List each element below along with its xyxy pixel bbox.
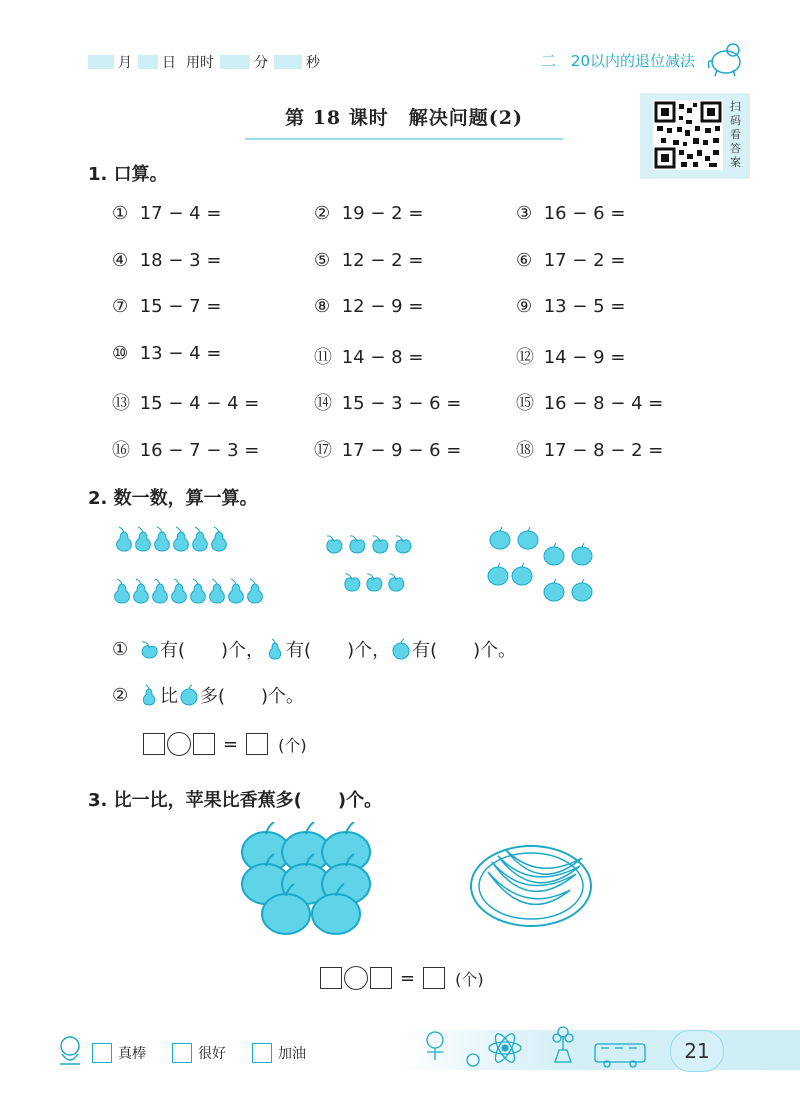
q1-item-number: ⑦ [112, 296, 129, 317]
pear-icon [115, 579, 130, 603]
month-label: 月 [118, 55, 132, 71]
unit-label: (个) [278, 735, 307, 755]
q1-item [516, 436, 663, 462]
q1-item [516, 250, 625, 271]
q1-item [112, 296, 221, 317]
pear-icon [229, 579, 244, 603]
apple-icon [490, 527, 510, 549]
q2-apple-count-text: 有( )个。 [412, 640, 517, 661]
q2-compare-word: 比 [160, 686, 178, 707]
apple-icon [544, 579, 564, 601]
time-used-label: 用时 [186, 55, 214, 71]
q1-item-number: ③ [516, 203, 533, 224]
q1-item [112, 250, 221, 271]
apple-icon [390, 638, 412, 660]
pear-icon [174, 527, 189, 551]
pear-icon [172, 579, 187, 603]
answer-box[interactable] [370, 967, 392, 989]
equals-sign: = [400, 967, 416, 989]
apple-icon [488, 563, 508, 585]
page-number: 21 [670, 1030, 724, 1072]
q1-item-number: ⑯ [112, 439, 130, 461]
answer-box[interactable] [246, 733, 268, 755]
q1-item [314, 203, 423, 224]
equals-sign: = [223, 733, 239, 755]
q1-item-number: ⑩ [112, 342, 129, 364]
q1-item-number: ⑥ [516, 249, 533, 271]
q1-item-expression: 18 − 3 = [134, 249, 222, 271]
pear-icon [155, 527, 170, 551]
q1-item-expression: 13 − 4 = [134, 342, 222, 364]
banana-plate-icon [471, 846, 591, 926]
seconds-label: 秒 [306, 55, 320, 71]
q1-item-expression: 14 − 8 = [336, 346, 424, 368]
q1-item [516, 389, 663, 415]
seconds-fill [274, 55, 302, 69]
q1-item [112, 203, 221, 224]
q1-item [314, 436, 461, 462]
unit-title: 二 20以内的退位减法 [540, 52, 695, 70]
day-label: 日 [162, 55, 176, 71]
q1-item-number: ② [314, 203, 331, 224]
q3-heading: 3. 比一比，苹果比香蕉多( )个。 [88, 790, 383, 811]
q1-item-expression: 16 − 8 − 4 = [538, 393, 664, 414]
minutes-label: 分 [254, 55, 268, 71]
q2-fruit-picture [108, 525, 608, 615]
rating-checkbox[interactable] [92, 1043, 112, 1063]
operator-circle[interactable] [167, 732, 191, 756]
q1-item-number: ④ [112, 249, 129, 271]
peach-icon [396, 536, 411, 553]
q1-item [314, 250, 423, 271]
date-time-header [88, 52, 326, 72]
q1-item [516, 296, 625, 317]
q1-item [516, 203, 625, 224]
answer-box[interactable] [320, 967, 342, 989]
q1-item [112, 343, 221, 364]
qr-code-icon[interactable] [653, 100, 723, 170]
pear-icon [138, 684, 160, 706]
q1-item-expression: 12 − 9 = [336, 296, 424, 317]
pear-icon [136, 527, 151, 551]
q1-item-expression: 14 − 9 = [538, 346, 626, 368]
q1-item-expression: 19 − 2 = [336, 203, 424, 224]
pear-icon [191, 579, 206, 603]
q1-item-expression: 17 − 4 = [134, 203, 222, 224]
q1-item-expression: 17 − 2 = [538, 249, 626, 271]
peach-icon [138, 638, 160, 660]
q1-item-number: ⑬ [112, 393, 130, 414]
title-underline [245, 138, 563, 140]
q1-item-number: ⑰ [314, 439, 332, 461]
q1-item-expression: 15 − 7 = [134, 296, 222, 317]
answer-box[interactable] [143, 733, 165, 755]
q1-item-number: ⑫ [516, 346, 534, 368]
rating-good[interactable] [172, 1043, 226, 1063]
day-fill [138, 55, 158, 69]
pear-icon [193, 527, 208, 551]
footer-decorations [415, 1022, 665, 1070]
q1-item [314, 296, 423, 317]
q2-line1-num: ① [112, 638, 129, 660]
peach-icon [327, 536, 342, 553]
rating-great-label: 真棒 [118, 1046, 146, 1062]
q3-equation [320, 966, 484, 990]
q2-heading: 2. 数一数，算一算。 [88, 488, 258, 509]
q1-item-expression: 12 − 2 = [336, 249, 424, 271]
apple-icon [178, 684, 200, 706]
apples-and-bananas-picture [236, 822, 596, 944]
operator-circle[interactable] [344, 966, 368, 990]
minutes-fill [220, 55, 250, 69]
q2-equation [143, 732, 307, 756]
answer-box[interactable] [193, 733, 215, 755]
peach-icon [373, 536, 388, 553]
apple-icon [572, 543, 592, 565]
rating-great[interactable] [92, 1043, 146, 1063]
answer-box[interactable] [423, 967, 445, 989]
q1-item-expression: 17 − 8 − 2 = [538, 439, 664, 461]
rating-keep-going[interactable] [252, 1043, 306, 1063]
rating-keep-going-label: 加油 [278, 1046, 306, 1062]
peach-icon [350, 536, 365, 553]
lesson-title: 第 18 课时 解决问题(2) [285, 107, 523, 129]
peach-icon [389, 574, 404, 591]
pear-icon [248, 579, 263, 603]
unit-label: (个) [455, 969, 484, 989]
q1-item [516, 343, 625, 369]
q1-item-expression: 16 − 6 = [538, 203, 626, 224]
q2-line1 [112, 636, 516, 662]
apple-icon [512, 563, 532, 585]
q1-item-number: ⑮ [516, 393, 534, 414]
q1-item [112, 389, 259, 415]
qr-caption: 扫码看答案 [730, 100, 741, 169]
mascot-icon [705, 40, 747, 78]
pear-icon [210, 579, 225, 603]
peach-icon [367, 574, 382, 591]
q1-item-number: ⑧ [314, 296, 331, 317]
q1-item-expression: 13 − 5 = [538, 296, 626, 317]
q1-item-expression: 16 − 7 − 3 = [134, 439, 260, 461]
q2-more-text: 多( )个。 [200, 686, 305, 707]
q1-item-number: ⑱ [516, 439, 534, 461]
q1-item-number: ⑪ [314, 346, 332, 368]
q1-item-expression: 15 − 3 − 6 = [336, 393, 462, 414]
q1-item-number: ⑤ [314, 249, 331, 271]
q2-peach-count-text: 有( )个， [160, 640, 265, 661]
q1-item-expression: 15 − 4 − 4 = [134, 393, 260, 414]
q1-item-expression: 17 − 9 − 6 = [336, 439, 462, 461]
q1-item-number: ⑨ [516, 296, 533, 317]
rating-checkbox[interactable] [172, 1043, 192, 1063]
q1-item [314, 389, 461, 415]
apple-icon [544, 543, 564, 565]
rating-checkbox[interactable] [252, 1043, 272, 1063]
month-fill [88, 55, 114, 69]
q1-item-number: ⑭ [314, 393, 332, 414]
q2-line2-num: ② [112, 684, 129, 706]
q1-item [112, 436, 259, 462]
q1-heading: 1. 口算。 [88, 164, 168, 185]
q1-item [314, 343, 423, 369]
apple-icon [518, 527, 538, 549]
pear-icon [134, 579, 149, 603]
q2-pear-count-text: 有( )个， [286, 640, 391, 661]
pear-icon [212, 527, 227, 551]
apple-icon [572, 579, 592, 601]
pear-icon [264, 638, 286, 660]
q1-item-number: ① [112, 203, 129, 224]
mascot-icon [50, 1030, 90, 1070]
rating-good-label: 很好 [198, 1046, 226, 1062]
pear-icon [117, 527, 132, 551]
q2-line2 [112, 682, 304, 708]
pear-icon [153, 579, 168, 603]
peach-icon [345, 574, 360, 591]
